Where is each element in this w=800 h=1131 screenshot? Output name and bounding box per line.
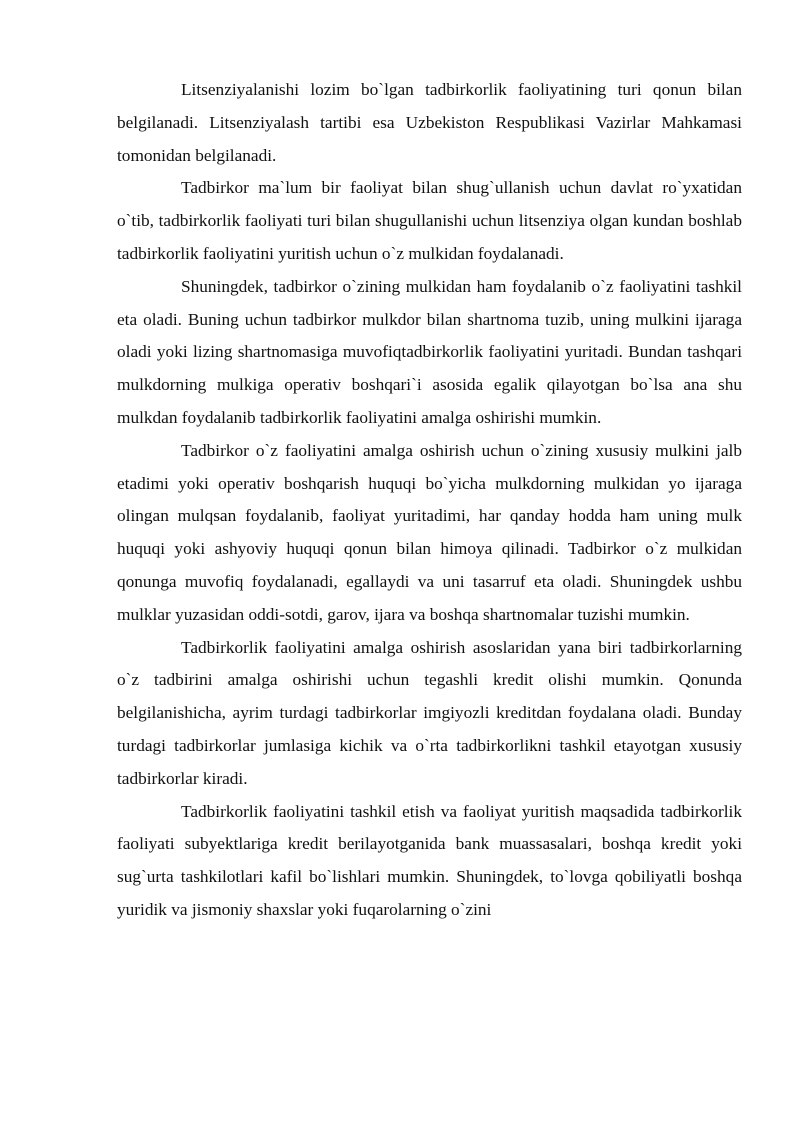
paragraph-2: Tadbirkor ma`lum bir faoliyat bilan shug`ullanish uchun davlat ro`yxatidan o`tib, tadbirkorlik faoliyati turi bilan shugullanishi uchun litsenziya olgan kundan boshlab tadbirkorlik faoliyatini yuritish uchun o`z mulkidan foydalanadi. [117,178,742,263]
paragraph-3: Shuningdek, tadbirkor o`zining mulkidan ham foydalanib o`z faoliyatini tashkil eta oladi. Buning uchun tadbirkor mulkdor bilan shartnoma tuzib, uning mulkini ijaraga oladi yoki lizing shartnomasiga muvofiqtadbirkorlik faoliyatini yuritadi. Bundan tashqari mulkdorning mulkiga operativ boshqari`i asosida egalik qilayotgan bo`lsa ana shu mulkdan foydalanib tadbirkorlik faoliyatini amalga oshirishi mumkin. [117,276,742,427]
paragraph-6: Tadbirkorlik faoliyatini tashkil etish va faoliyat yuritish maqsadida tadbirkorlik faoliyati subyektlariga kredit berilayotganida bank muassasalari, boshqa kredit yoki sug`urta tashkilotlari kafil bo`lishlari mumkin. Shuningdek, to`lovga qobiliyatli boshqa yuridik va jismoniy shaxslar yoki fuqarolarning o`zini [117,801,742,919]
body-text [117,74,742,927]
paragraph-1: Litsenziyalanishi lozim bo`lgan tadbirkorlik faoliyatining turi qonun bilan belgilanadi. Litsenziyalash tartibi esa Uzbekiston Respublikasi Vazirlar Mahkamasi tomonidan belgilanadi. [117,80,742,165]
paragraph-5: Tadbirkorlik faoliyatini amalga oshirish asoslaridan yana biri tadbirkorlarning o`z tadbirini amalga oshirishi uchun tegashli kredit olishi mumkin. Qonunda belgilanishicha, ayrim turdagi tadbirkorlar imgiyozli kreditdan foydalana oladi. Bunday turdagi tadbirkorlar jumlasiga kichik va o`rta tadbirkorlikni tashkil etayotgan xususiy tadbirkorlar kiradi. [117,637,742,788]
paragraph-4: Tadbirkor o`z faoliyatini amalga oshirish uchun o`zining xususiy mulkini jalb etadimi yoki operativ boshqarish huquqi bo`yicha mulkdorning mulkidan yo ijaraga olingan mulqsan foydalanib, faoliyat yuritadimi, har qanday hodda ham uning mulk huquqi yoki ashyoviy huquqi qonun bilan himoya qilinadi. Tadbirkor o`z mulkidan qonunga muvofiq foydalanadi, egallaydi va uni tasarruf eta oladi. Shuningdek ushbu mulklar yuzasidan oddi-sotdi, garov, ijara va boshqa shartnomalar tuzishi mumkin. [117,440,742,624]
